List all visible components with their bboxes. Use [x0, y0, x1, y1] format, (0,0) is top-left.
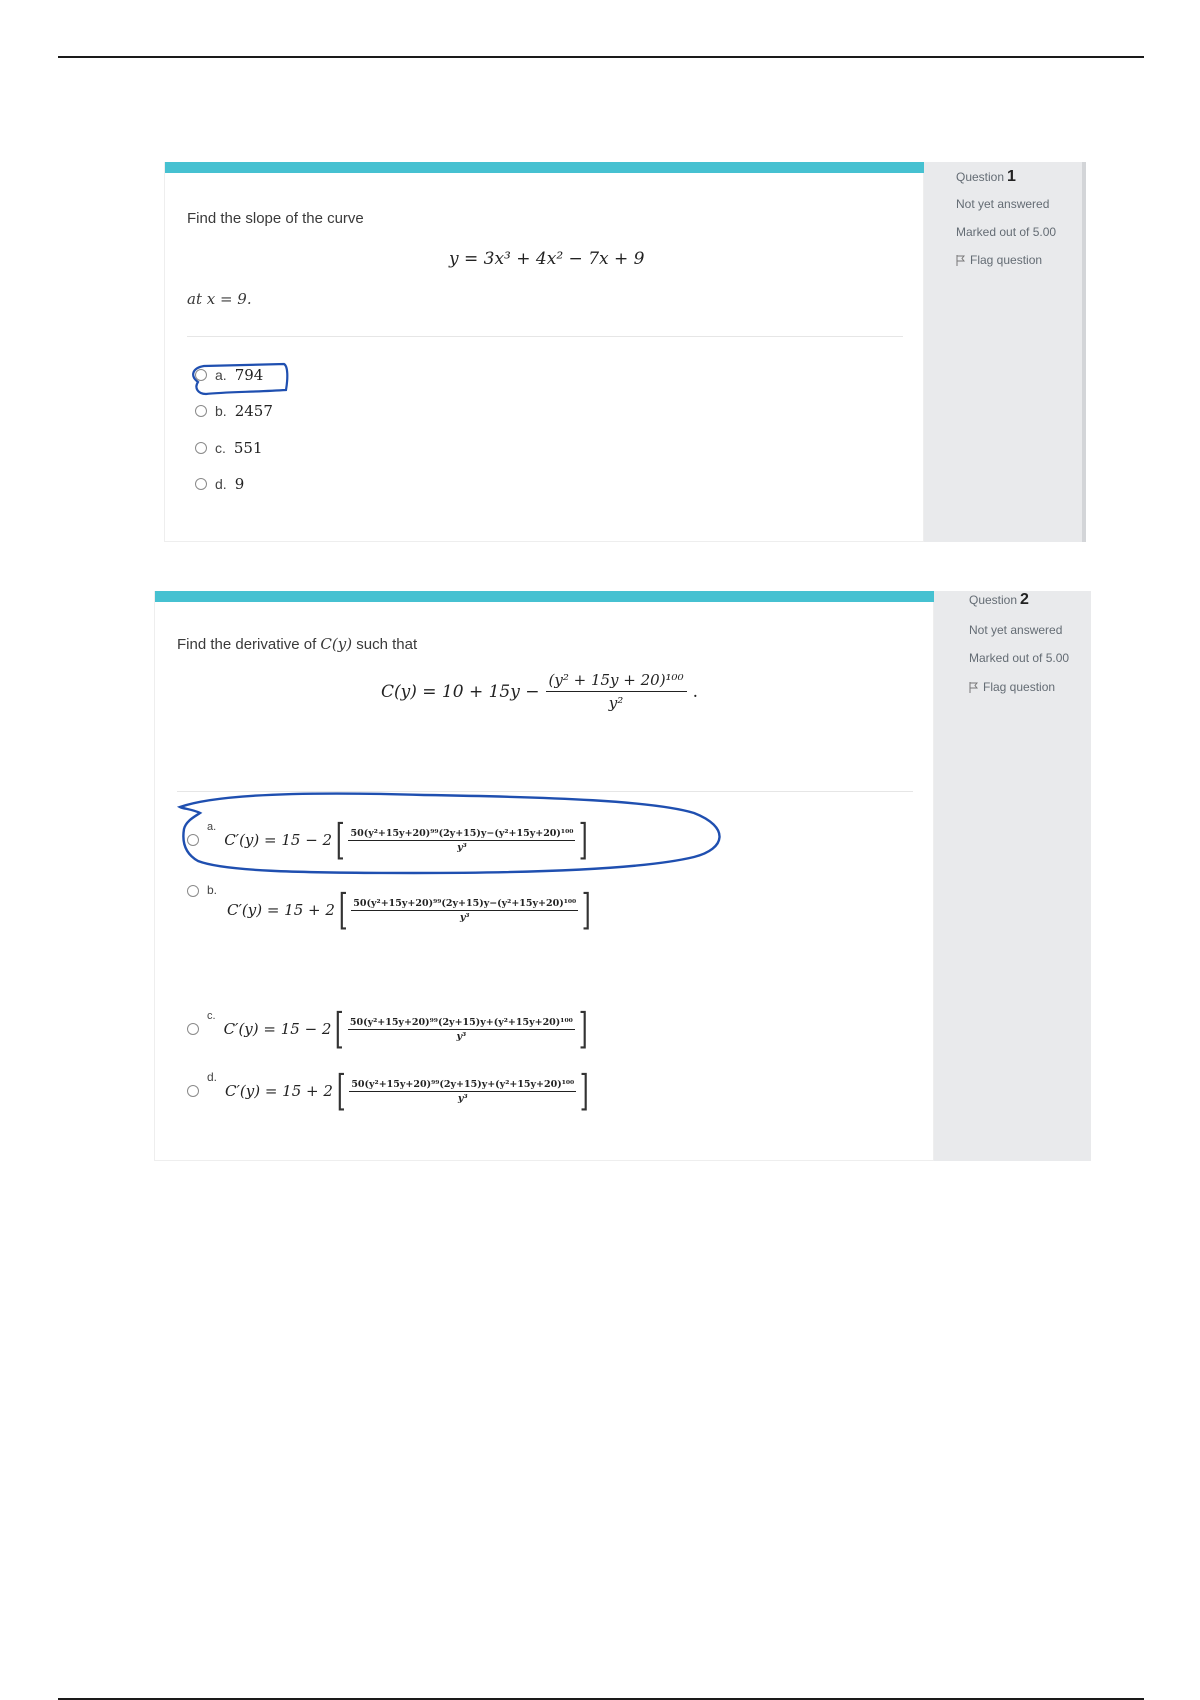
- question-2-option-c[interactable]: c. C′(y) = 15 − 2 [ $\frac{\text{50(y²+15y+20)⁹⁹(2y+15)y+(y²+15y+20)¹⁰⁰}}{\text{y³}}$ ]: [187, 1008, 591, 1050]
- question-1-info-panel: [924, 162, 1086, 542]
- radio-c[interactable]: [195, 442, 207, 454]
- question-1-marks: Marked out of 5.00: [956, 225, 1057, 239]
- question-1-accent-bar: [165, 162, 925, 173]
- question-1-prompt: Find the slope of the curve: [187, 210, 364, 227]
- question-1-divider: [187, 336, 903, 337]
- question-1-option-b[interactable]: b. 2457: [195, 402, 273, 420]
- radio-d[interactable]: [187, 1085, 199, 1097]
- question-1-content: [164, 162, 924, 542]
- question-2-equation: C(y) = 10 + 15y − $\frac{\text{(y² + 15y + 20)¹⁰⁰}}{\text{y²}}$ .: [381, 671, 698, 712]
- radio-c[interactable]: [187, 1023, 199, 1035]
- question-2-status: Not yet answered: [969, 623, 1063, 637]
- question-1-option-c[interactable]: c. 551: [195, 439, 263, 457]
- question-2-prompt: Find the derivative of C(y) such that: [177, 635, 418, 653]
- question-2-option-b[interactable]: b.: [187, 881, 217, 897]
- radio-a[interactable]: [187, 834, 199, 846]
- question-2-content: [154, 591, 934, 1161]
- question-2-info-panel: [934, 591, 1091, 1161]
- question-1: [164, 162, 1086, 542]
- question-2-flag[interactable]: Flag question: [969, 680, 1055, 694]
- question-1-number: Question 1: [956, 168, 1016, 185]
- question-1-status: Not yet answered: [956, 197, 1050, 211]
- question-2-marks: Marked out of 5.00: [969, 651, 1070, 665]
- page-top-rule: [58, 56, 1144, 58]
- radio-b[interactable]: [195, 405, 207, 417]
- radio-a[interactable]: [195, 369, 207, 381]
- question-1-condition: at x = 9.: [187, 290, 252, 308]
- question-1-option-a[interactable]: a. 794: [195, 366, 263, 384]
- flag-icon: [969, 682, 978, 693]
- radio-d[interactable]: [195, 478, 207, 490]
- question-2-option-d[interactable]: d. C′(y) = 15 + 2 [ $\frac{\text{50(y²+15y+20)⁹⁹(2y+15)y+(y²+15y+20)¹⁰⁰}}{\text{y³}}$ ]: [187, 1070, 593, 1112]
- radio-b[interactable]: [187, 885, 199, 897]
- question-2-option-b-formula: C′(y) = 15 + 2 [ $\frac{\text{50(y²+15y+20)⁹⁹(2y+15)y−(y²+15y+20)¹⁰⁰}}{\text{y³}}$ ]: [227, 885, 591, 934]
- question-1-option-d[interactable]: d. 9: [195, 475, 244, 493]
- question-2-accent-bar: [155, 591, 935, 602]
- question-2: [154, 591, 1091, 1161]
- flag-icon: [956, 255, 965, 266]
- question-1-flag[interactable]: Flag question: [956, 253, 1042, 267]
- question-2-number: Question 2: [969, 591, 1029, 608]
- question-2-option-a[interactable]: a. C′(y) = 15 − 2 [ $\frac{\text{50(y²+15y+20)⁹⁹(2y+15)y−(y²+15y+20)¹⁰⁰}}{\text{y³}}$ ]: [187, 819, 592, 861]
- question-2-divider: [177, 791, 913, 792]
- question-1-equation: y = 3x³ + 4x² − 7x + 9: [449, 249, 645, 269]
